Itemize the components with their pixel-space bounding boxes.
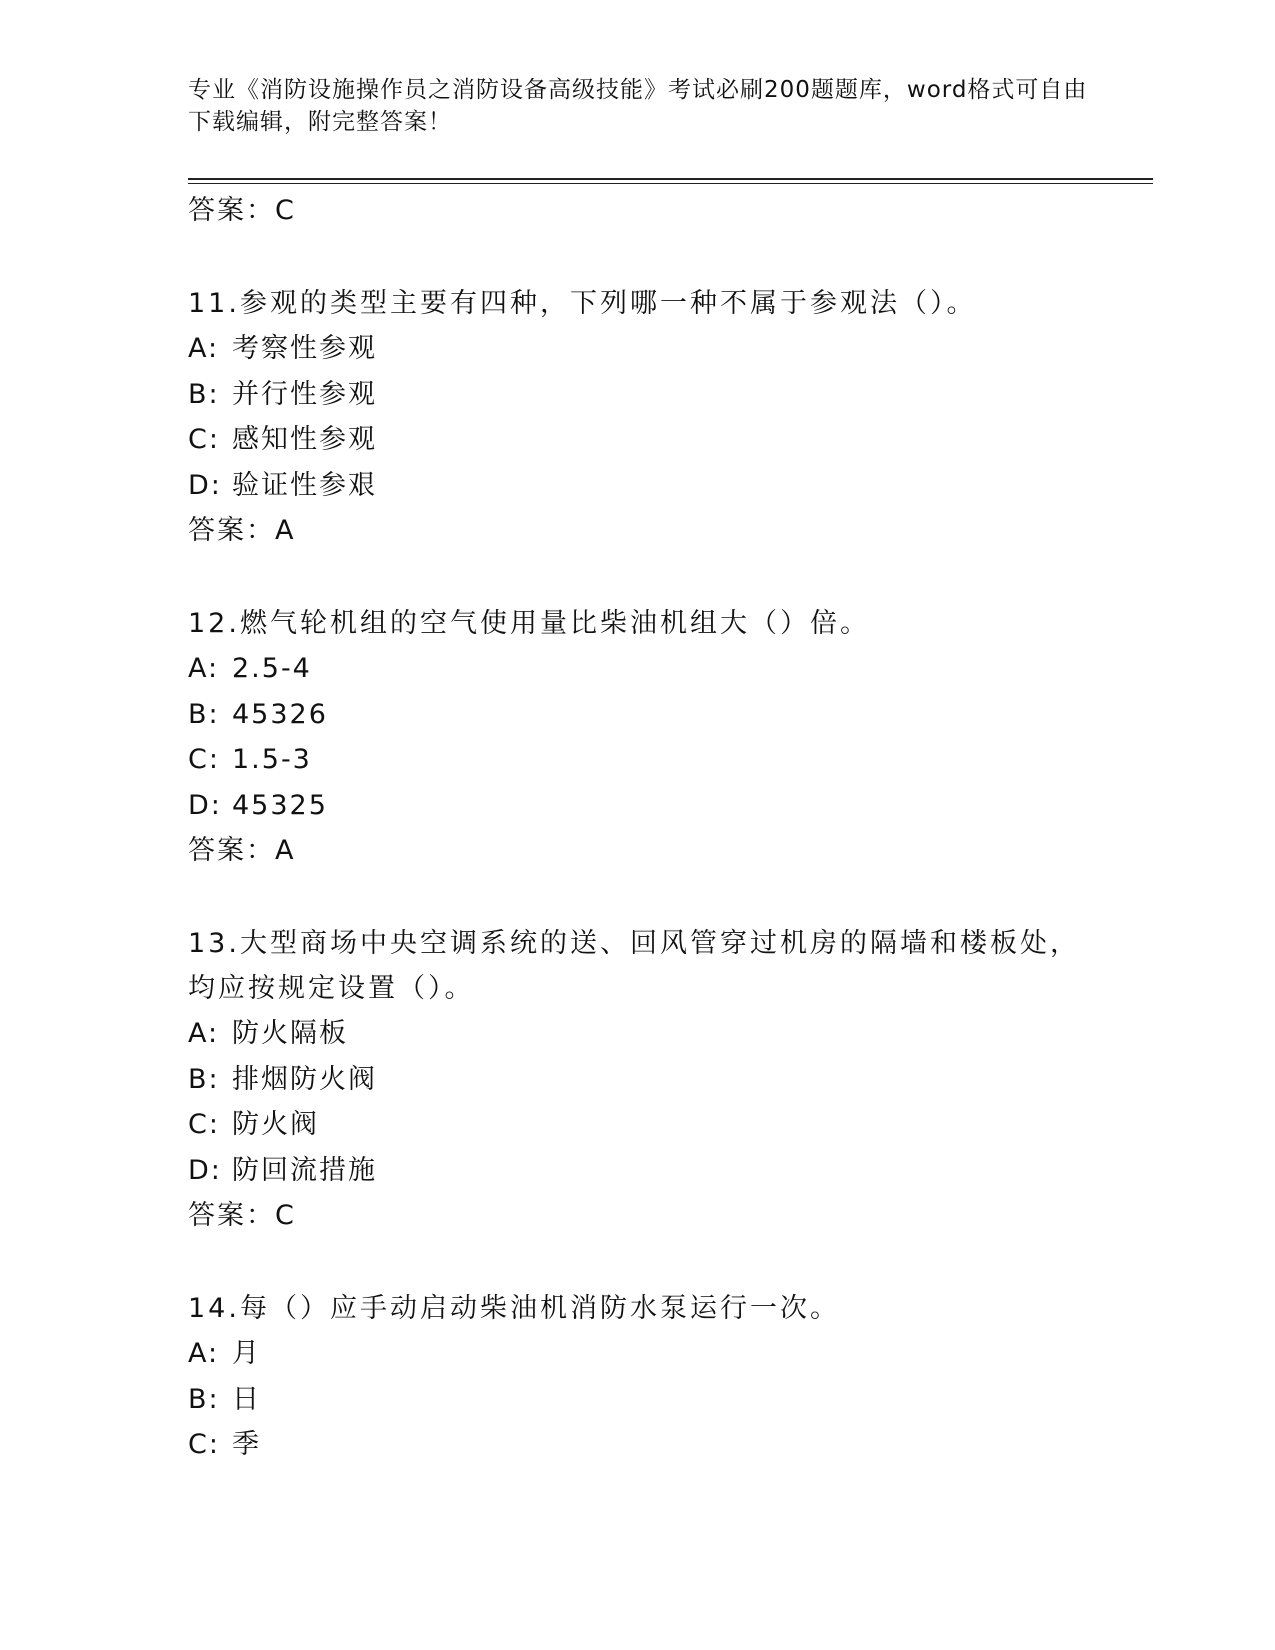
option-letter: A: xyxy=(188,1018,220,1049)
answer-line: 答案：C xyxy=(188,1200,296,1231)
question-stem: 13.大型商场中央空调系统的送、回风管穿过机房的隔墙和楼板处，均应按规定设置（）。 xyxy=(188,928,1080,1004)
option-text: 防回流措施 xyxy=(232,1154,377,1186)
option-a xyxy=(188,326,1108,372)
question-stem: 11.参观的类型主要有四种，下列哪一种不属于参观法（）。 xyxy=(188,288,977,319)
option-letter: A: xyxy=(188,653,220,684)
question-14 xyxy=(188,1286,1108,1468)
option-c xyxy=(188,1422,1108,1468)
option-a xyxy=(188,646,1108,692)
question-13 xyxy=(188,921,1108,1239)
document-header: 专业《消防设施操作员之消防设备高级技能》考试必刷200题题库，word格式可自由下载编辑，附完整答案！ xyxy=(188,77,1088,135)
option-letter: C: xyxy=(188,1109,220,1140)
option-letter: B: xyxy=(188,698,220,730)
option-text: 日 xyxy=(232,1383,261,1415)
option-b xyxy=(188,1377,1108,1423)
option-letter: D: xyxy=(188,789,222,821)
option-a xyxy=(188,1011,1108,1057)
option-letter: B: xyxy=(188,1383,220,1415)
option-letter: A: xyxy=(188,333,220,364)
header-divider-thin xyxy=(188,183,1153,184)
option-text: 考察性参观 xyxy=(232,333,377,364)
option-b xyxy=(188,692,1108,738)
option-a xyxy=(188,1331,1108,1377)
option-text: 45325 xyxy=(232,789,328,821)
option-c xyxy=(188,1102,1108,1148)
option-b xyxy=(188,1057,1108,1103)
option-letter: C: xyxy=(188,424,220,455)
option-letter: D: xyxy=(188,1154,222,1186)
option-c xyxy=(188,417,1108,463)
option-text: 感知性参观 xyxy=(232,424,377,455)
option-b xyxy=(188,372,1108,418)
option-text: 月 xyxy=(232,1338,261,1369)
answer-line: 答案：A xyxy=(188,835,296,866)
option-d xyxy=(188,783,1108,829)
option-letter: B: xyxy=(188,1063,220,1095)
option-text: 1.5-3 xyxy=(232,744,312,775)
option-text: 2.5-4 xyxy=(232,653,312,684)
option-text: 并行性参观 xyxy=(232,378,377,410)
question-list xyxy=(188,188,1108,1468)
option-text: 排烟防火阀 xyxy=(232,1063,377,1095)
option-text: 45326 xyxy=(232,698,328,730)
question-stem: 14.每（）应手动启动柴油机消防水泵运行一次。 xyxy=(188,1293,840,1324)
option-d xyxy=(188,1148,1108,1194)
option-c xyxy=(188,737,1108,783)
answer-line: 答案：A xyxy=(188,515,296,546)
option-d xyxy=(188,463,1108,509)
option-text: 防火隔板 xyxy=(232,1018,348,1049)
header-divider-thick xyxy=(188,178,1153,180)
option-letter: C: xyxy=(188,1429,220,1460)
option-text: 季 xyxy=(232,1429,261,1460)
question-12 xyxy=(188,601,1108,874)
option-letter: C: xyxy=(188,744,220,775)
option-letter: A: xyxy=(188,1338,220,1369)
option-text: 验证性参艰 xyxy=(232,469,377,501)
option-text: 防火阀 xyxy=(232,1109,319,1140)
question-stem: 12.燃气轮机组的空气使用量比柴油机组大（）倍。 xyxy=(188,608,870,639)
question-11 xyxy=(188,281,1108,554)
answer-line: 答案：C xyxy=(188,195,296,226)
option-letter: D: xyxy=(188,469,222,501)
option-letter: B: xyxy=(188,378,220,410)
